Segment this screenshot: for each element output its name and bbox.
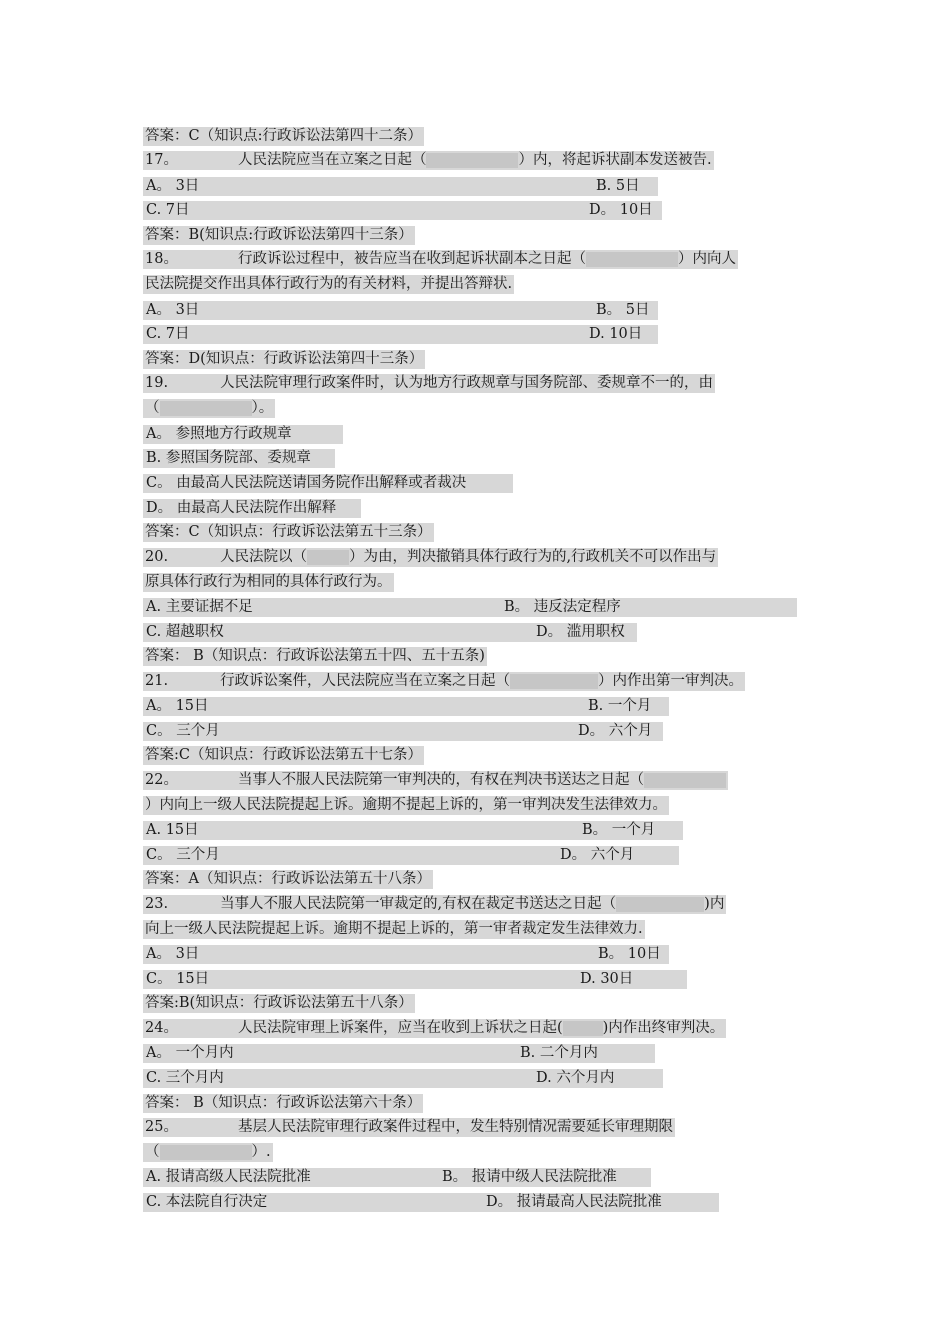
option-d: D。 滥用职权: [533, 623, 637, 642]
answer-line: [143, 992, 823, 1017]
option-d: D。 六个月: [557, 846, 679, 865]
option-b: B。 一个月: [579, 821, 683, 840]
option-row: [143, 1066, 823, 1091]
option-row: [143, 967, 823, 992]
question-text: 19. 人民法院审理行政案件时，认为地方行政规章与国务院部、委规章不一的，由: [145, 375, 714, 392]
question-text: 18。 行政诉讼过程中，被告应当在收到起诉状副本之日起（ ）内向人: [145, 251, 736, 268]
answer-paren: [143, 1141, 823, 1166]
question-19: [143, 372, 823, 397]
question-continuation: [143, 918, 823, 943]
option-b: B。 报请中级人民法院批准: [439, 1168, 651, 1187]
answer-text: 答案： B（知识点：行政诉讼法第六十条）: [145, 1094, 422, 1111]
question-text: 22。 当事人不服人民法院第一审判决的，有权在判决书送达之日起（: [143, 771, 728, 790]
option-c: C。 由最高人民法院送请国务院作出解释或者裁决: [143, 474, 513, 493]
question-text: 25。 基层人民法院审理行政案件过程中，发生特别情况需要延长审理期限: [145, 1119, 673, 1136]
answer-text: 答案：D(知识点：行政诉讼法第四十三条）: [145, 350, 424, 367]
option-b: B。 5日: [593, 301, 658, 320]
option-a: A. 15日: [143, 821, 579, 840]
continuation-text: 民法院提交作出具体行政行为的有关材料，并提出答辩状.: [145, 276, 513, 293]
option-row: [143, 719, 823, 744]
answer-line: [143, 223, 823, 248]
option-b: B. 5日: [593, 177, 658, 196]
answer-text: 答案： B（知识点：行政诉讼法第五十四、五十五条): [145, 648, 485, 665]
option-a: A. 报请高级人民法院批准: [143, 1168, 439, 1187]
paren-text: （ ）。: [145, 400, 274, 417]
question-20: [143, 546, 823, 571]
question-text: 23. 当事人不服人民法院第一审裁定的,有权在裁定书送达之日起（ )内: [145, 896, 725, 913]
option-d: D. 10日: [586, 325, 658, 344]
question-text: 17。 人民法院应当在立案之日起（ ）内，将起诉状副本发送被告.: [145, 152, 712, 169]
option-row: [143, 595, 823, 620]
continuation-text: ）内向上一级人民法院提起上诉。逾期不提起上诉的，第一审判决发生法律效力。: [145, 797, 667, 814]
option-a: A。 3日: [143, 177, 593, 196]
option-row: [143, 818, 823, 843]
answer-line: [143, 645, 823, 670]
option-row: [143, 198, 823, 223]
option-d: D. 30日: [577, 970, 687, 989]
option-c: C。 三个月: [143, 846, 557, 865]
question-21: [143, 670, 823, 695]
option-row: [143, 298, 823, 323]
answer-line: [143, 868, 823, 893]
continuation-text: 向上一级人民法院提起上诉。逾期不提起上诉的，第一审者裁定发生法律效力.: [145, 921, 643, 937]
question-continuation: [143, 273, 823, 298]
option-row: [143, 422, 823, 447]
question-continuation: [143, 794, 823, 819]
question-23: [143, 893, 823, 918]
option-d: D. 六个月内: [533, 1069, 663, 1088]
option-c: C. 超越职权: [143, 623, 533, 642]
answer-line: [143, 521, 823, 546]
option-row: [143, 496, 823, 521]
exam-page: [143, 124, 823, 1215]
question-continuation: [143, 570, 823, 595]
option-a: A。 3日: [143, 945, 595, 964]
option-row: [143, 694, 823, 719]
option-a: A. 主要证据不足: [143, 598, 501, 617]
option-c: C. 本法院自行决定: [143, 1193, 483, 1212]
option-c: C. 三个月内: [143, 1069, 533, 1088]
answer-line: [143, 124, 823, 149]
question-17: [143, 149, 823, 174]
paren-text: （ ）.: [145, 1144, 271, 1161]
question-18: [143, 248, 823, 273]
option-row: [143, 174, 823, 199]
answer-text: 答案：C（知识点:行政诉讼法第四十二条）: [145, 127, 422, 144]
option-b: B. 二个月内: [517, 1044, 655, 1063]
question-text: 20. 人民法院以（ ）为由，判决撤销具体行政行为的,行政机关不可以作出与: [145, 549, 717, 566]
option-b: B. 参照国务院部、委规章: [143, 449, 335, 468]
option-b: B. 一个月: [585, 697, 669, 716]
option-a: A。 3日: [143, 301, 593, 320]
option-b: B。 违反法定程序: [501, 598, 797, 617]
answer-text: 答案:C（知识点：行政诉讼法第五十七条）: [145, 747, 422, 764]
question-24: [143, 1017, 823, 1042]
answer-text: 答案:B(知识点：行政诉讼法第五十八条）: [145, 995, 413, 1012]
answer-paren: [143, 397, 823, 422]
option-a: A。 参照地方行政规章: [143, 425, 343, 444]
option-d: D。 由最高人民法院作出解释: [143, 499, 361, 518]
answer-line: [143, 347, 823, 372]
option-b: B。 10日: [595, 945, 669, 964]
option-a: A。 一个月内: [143, 1044, 517, 1063]
option-c: C. 7日: [143, 325, 586, 344]
question-22: [143, 769, 823, 794]
option-row: [143, 620, 823, 645]
answer-line: [143, 1091, 823, 1116]
option-row: [143, 322, 823, 347]
option-d: D。 六个月: [575, 722, 663, 741]
answer-text: 答案：C（知识点：行政诉讼法第五十三条）: [145, 524, 432, 541]
answer-text: 答案：B(知识点:行政诉讼法第四十三条）: [145, 226, 413, 243]
option-d: D。 10日: [586, 201, 662, 220]
question-25: [143, 1116, 823, 1141]
question-text: 21. 行政诉讼案件，人民法院应当在立案之日起（ ）内作出第一审判决。: [145, 673, 744, 690]
option-row: [143, 942, 823, 967]
option-a: A。 15日: [143, 697, 585, 716]
question-text: 24。 人民法院审理上诉案件，应当在收到上诉状之日起( )内作出终审判决。: [145, 1020, 725, 1037]
option-row: [143, 1190, 823, 1215]
option-row: [143, 843, 823, 868]
option-row: [143, 1041, 823, 1066]
option-row: [143, 471, 823, 496]
option-d: D。 报请最高人民法院批准: [483, 1193, 719, 1212]
option-c: C. 7日: [143, 201, 586, 220]
option-row: [143, 446, 823, 471]
option-c: C。 三个月: [143, 722, 575, 741]
continuation-text: 原具体行政行为相同的具体行政行为。: [145, 573, 392, 590]
answer-text: 答案：A（知识点：行政诉讼法第五十八条）: [145, 871, 431, 888]
option-row: [143, 1165, 823, 1190]
option-c: C。 15日: [143, 970, 577, 989]
answer-line: [143, 744, 823, 769]
